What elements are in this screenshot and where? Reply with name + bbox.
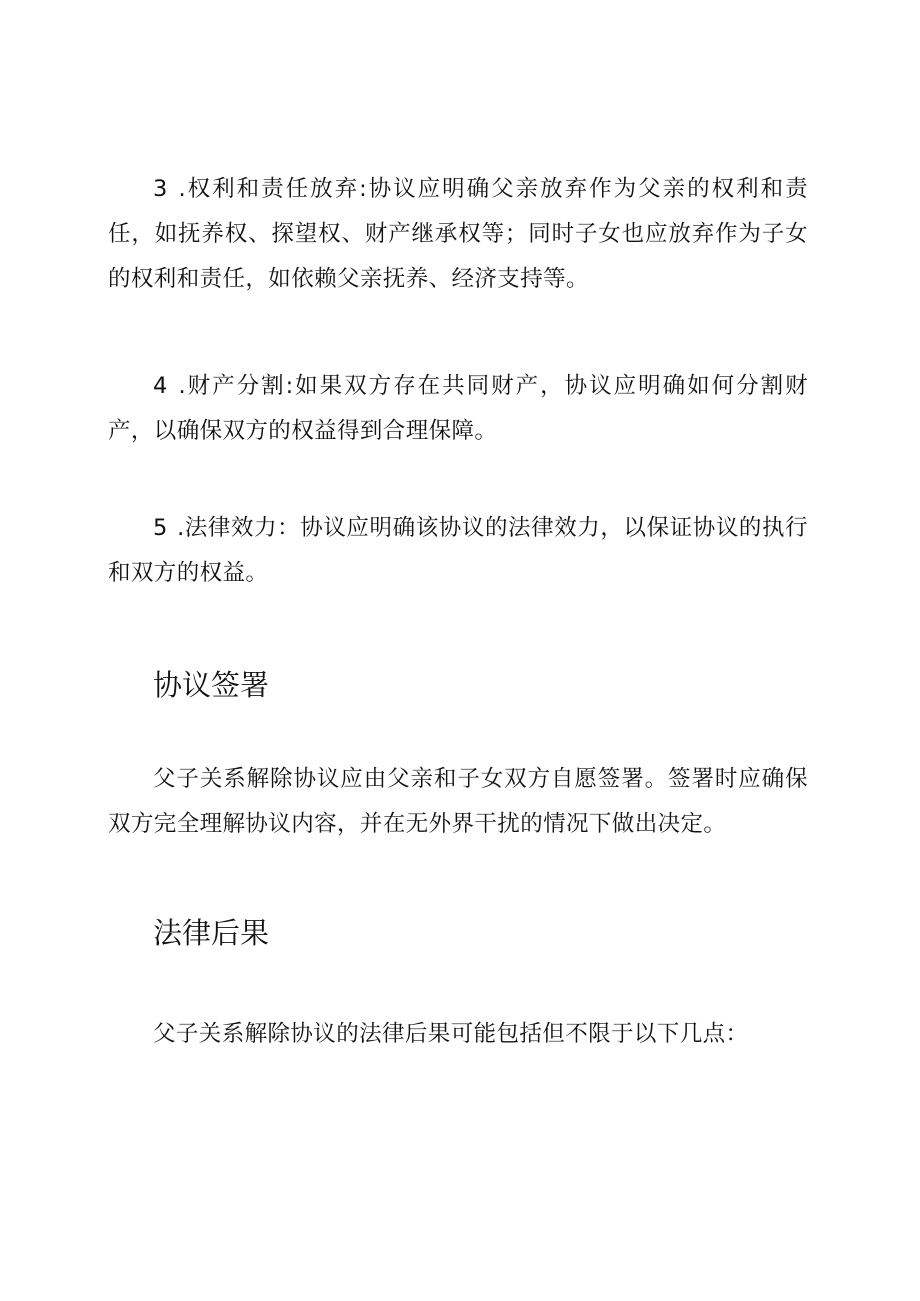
clause-number: 3	[153, 176, 170, 202]
section-heading-legal-consequences: 法律后果	[153, 916, 270, 950]
clause-text: .法律效力：协议应明确该协议的法律效力，以保证协议的执行和双方的权益。	[108, 515, 808, 586]
clause-number: 4	[153, 373, 170, 399]
clause-number: 5	[153, 515, 170, 541]
section-heading-signing: 协议签署	[153, 668, 270, 702]
clause-text: .权利和责任放弃:协议应明确父亲放弃作为父亲的权利和责任，如抚养权、探望权、财产继承权等；同时子女也应放弃作为子女的权利和责任，如依赖父亲抚养、经济支持等。	[108, 176, 808, 292]
clause-5-paragraph	[108, 506, 808, 596]
legal-consequences-paragraph: 父子关系解除协议的法律后果可能包括但不限于以下几点：	[153, 1021, 749, 1047]
clause-3-paragraph	[108, 167, 808, 302]
signing-paragraph: 父子关系解除协议应由父亲和子女双方自愿签署。签署时应确保双方完全理解协议内容，并在无外界干扰的情况下做出决定。	[108, 766, 808, 837]
clause-4-paragraph	[108, 364, 808, 454]
clause-text: .财产分割:如果双方存在共同财产，协议应明确如何分割财产，以确保双方的权益得到合理保障。	[108, 373, 808, 444]
